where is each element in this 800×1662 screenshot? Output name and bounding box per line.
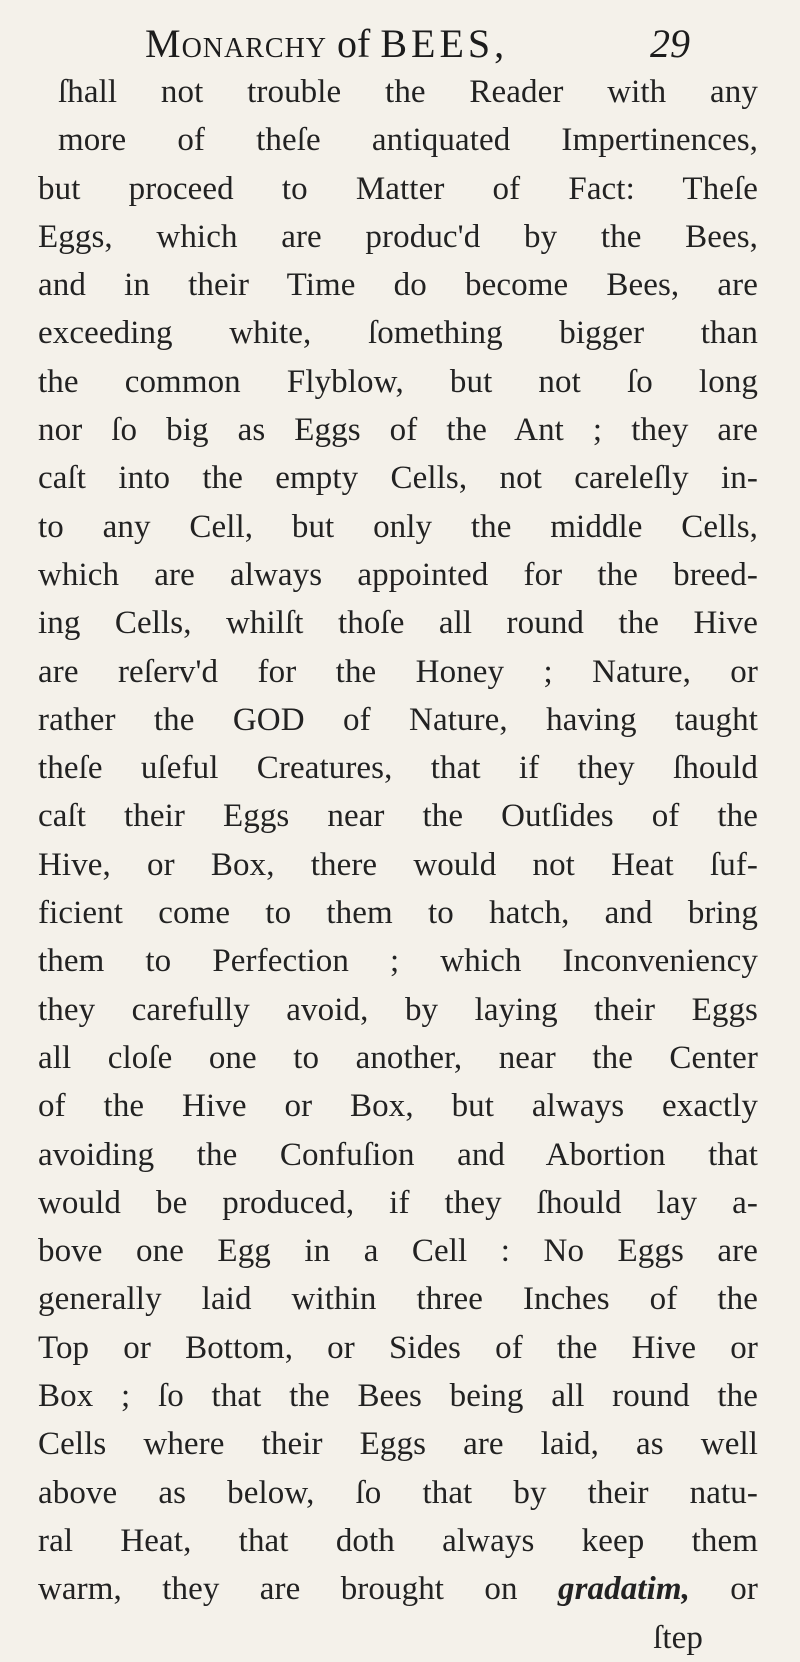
- text-line: ſhall not trouble the Reader with any: [58, 74, 758, 110]
- text-line: caſt their Eggs near the Outſides of the: [38, 798, 758, 835]
- text-line: Top or Bottom, or Sides of the Hive or: [38, 1329, 758, 1366]
- running-head-of: of: [337, 21, 371, 66]
- text-line: but proceed to Matter of Fact: Theſe: [38, 170, 758, 207]
- text-line: ficient come to them to hatch, and bring: [38, 895, 758, 932]
- text-line-last: [38, 1565, 758, 1613]
- text-line: avoiding the Confuſion and Abortion that: [38, 1136, 758, 1173]
- text-line-last-before: warm, they are brought on: [38, 1571, 558, 1608]
- text-line: rather the GOD of Nature, having taught: [38, 701, 758, 738]
- text-line: above as below, ſo that by their natu-: [38, 1474, 758, 1511]
- running-head-bees: BEES,: [380, 21, 509, 66]
- text-line-last-after: or: [689, 1571, 759, 1608]
- text-line: bove one Egg in a Cell : No Eggs are: [38, 1233, 758, 1270]
- text-line: nor ſo big as Eggs of the Ant ; they are: [38, 412, 758, 449]
- text-line: Eggs, which are produc'd by the Bees,: [38, 218, 758, 255]
- body-text: [38, 68, 758, 1662]
- text-line: Box ; ſo that the Bees being all round the: [38, 1378, 758, 1415]
- italic-word: gradatim,: [557, 1571, 690, 1608]
- catchword: ſtep: [653, 1619, 703, 1656]
- text-line: caſt into the empty Cells, not careleſly in-: [38, 460, 758, 497]
- text-line: Hive, or Box, there would not Heat ſuf-: [38, 846, 758, 883]
- text-line: to any Cell, but only the middle Cells,: [38, 508, 758, 545]
- text-line: are reſerv'd for the Honey ; Nature, or: [38, 653, 758, 690]
- text-line: theſe uſeful Creatures, that if they ſhould: [38, 750, 758, 787]
- text-line: and in their Time do become Bees, are: [38, 267, 758, 304]
- text-line: generally laid within three Inches of the: [38, 1281, 758, 1318]
- text-line: exceeding white, ſomething bigger than: [38, 315, 758, 352]
- text-line: ral Heat, that doth always keep them: [38, 1522, 758, 1559]
- text-line: ing Cells, whilſt thoſe all round the Hive: [38, 605, 758, 642]
- text-line: which are always appointed for the breed-: [38, 556, 758, 593]
- text-line: Cells where their Eggs are laid, as well: [38, 1426, 758, 1463]
- text-line: more of theſe antiquated Impertinences,: [58, 122, 758, 159]
- text-line: them to Perfection ; which Inconveniency: [38, 943, 758, 980]
- running-head: [145, 20, 705, 68]
- page-number: 29: [650, 21, 690, 66]
- text-line: they carefully avoid, by laying their Eggs: [38, 991, 758, 1028]
- text-line: would be produced, if they ſhould lay a-: [38, 1184, 758, 1221]
- running-head-title: Monarchy: [145, 21, 328, 66]
- text-line: the common Flyblow, but not ſo long: [38, 363, 758, 400]
- text-line: of the Hive or Box, but always exactly: [38, 1088, 758, 1125]
- text-line: all cloſe one to another, near the Center: [38, 1039, 758, 1076]
